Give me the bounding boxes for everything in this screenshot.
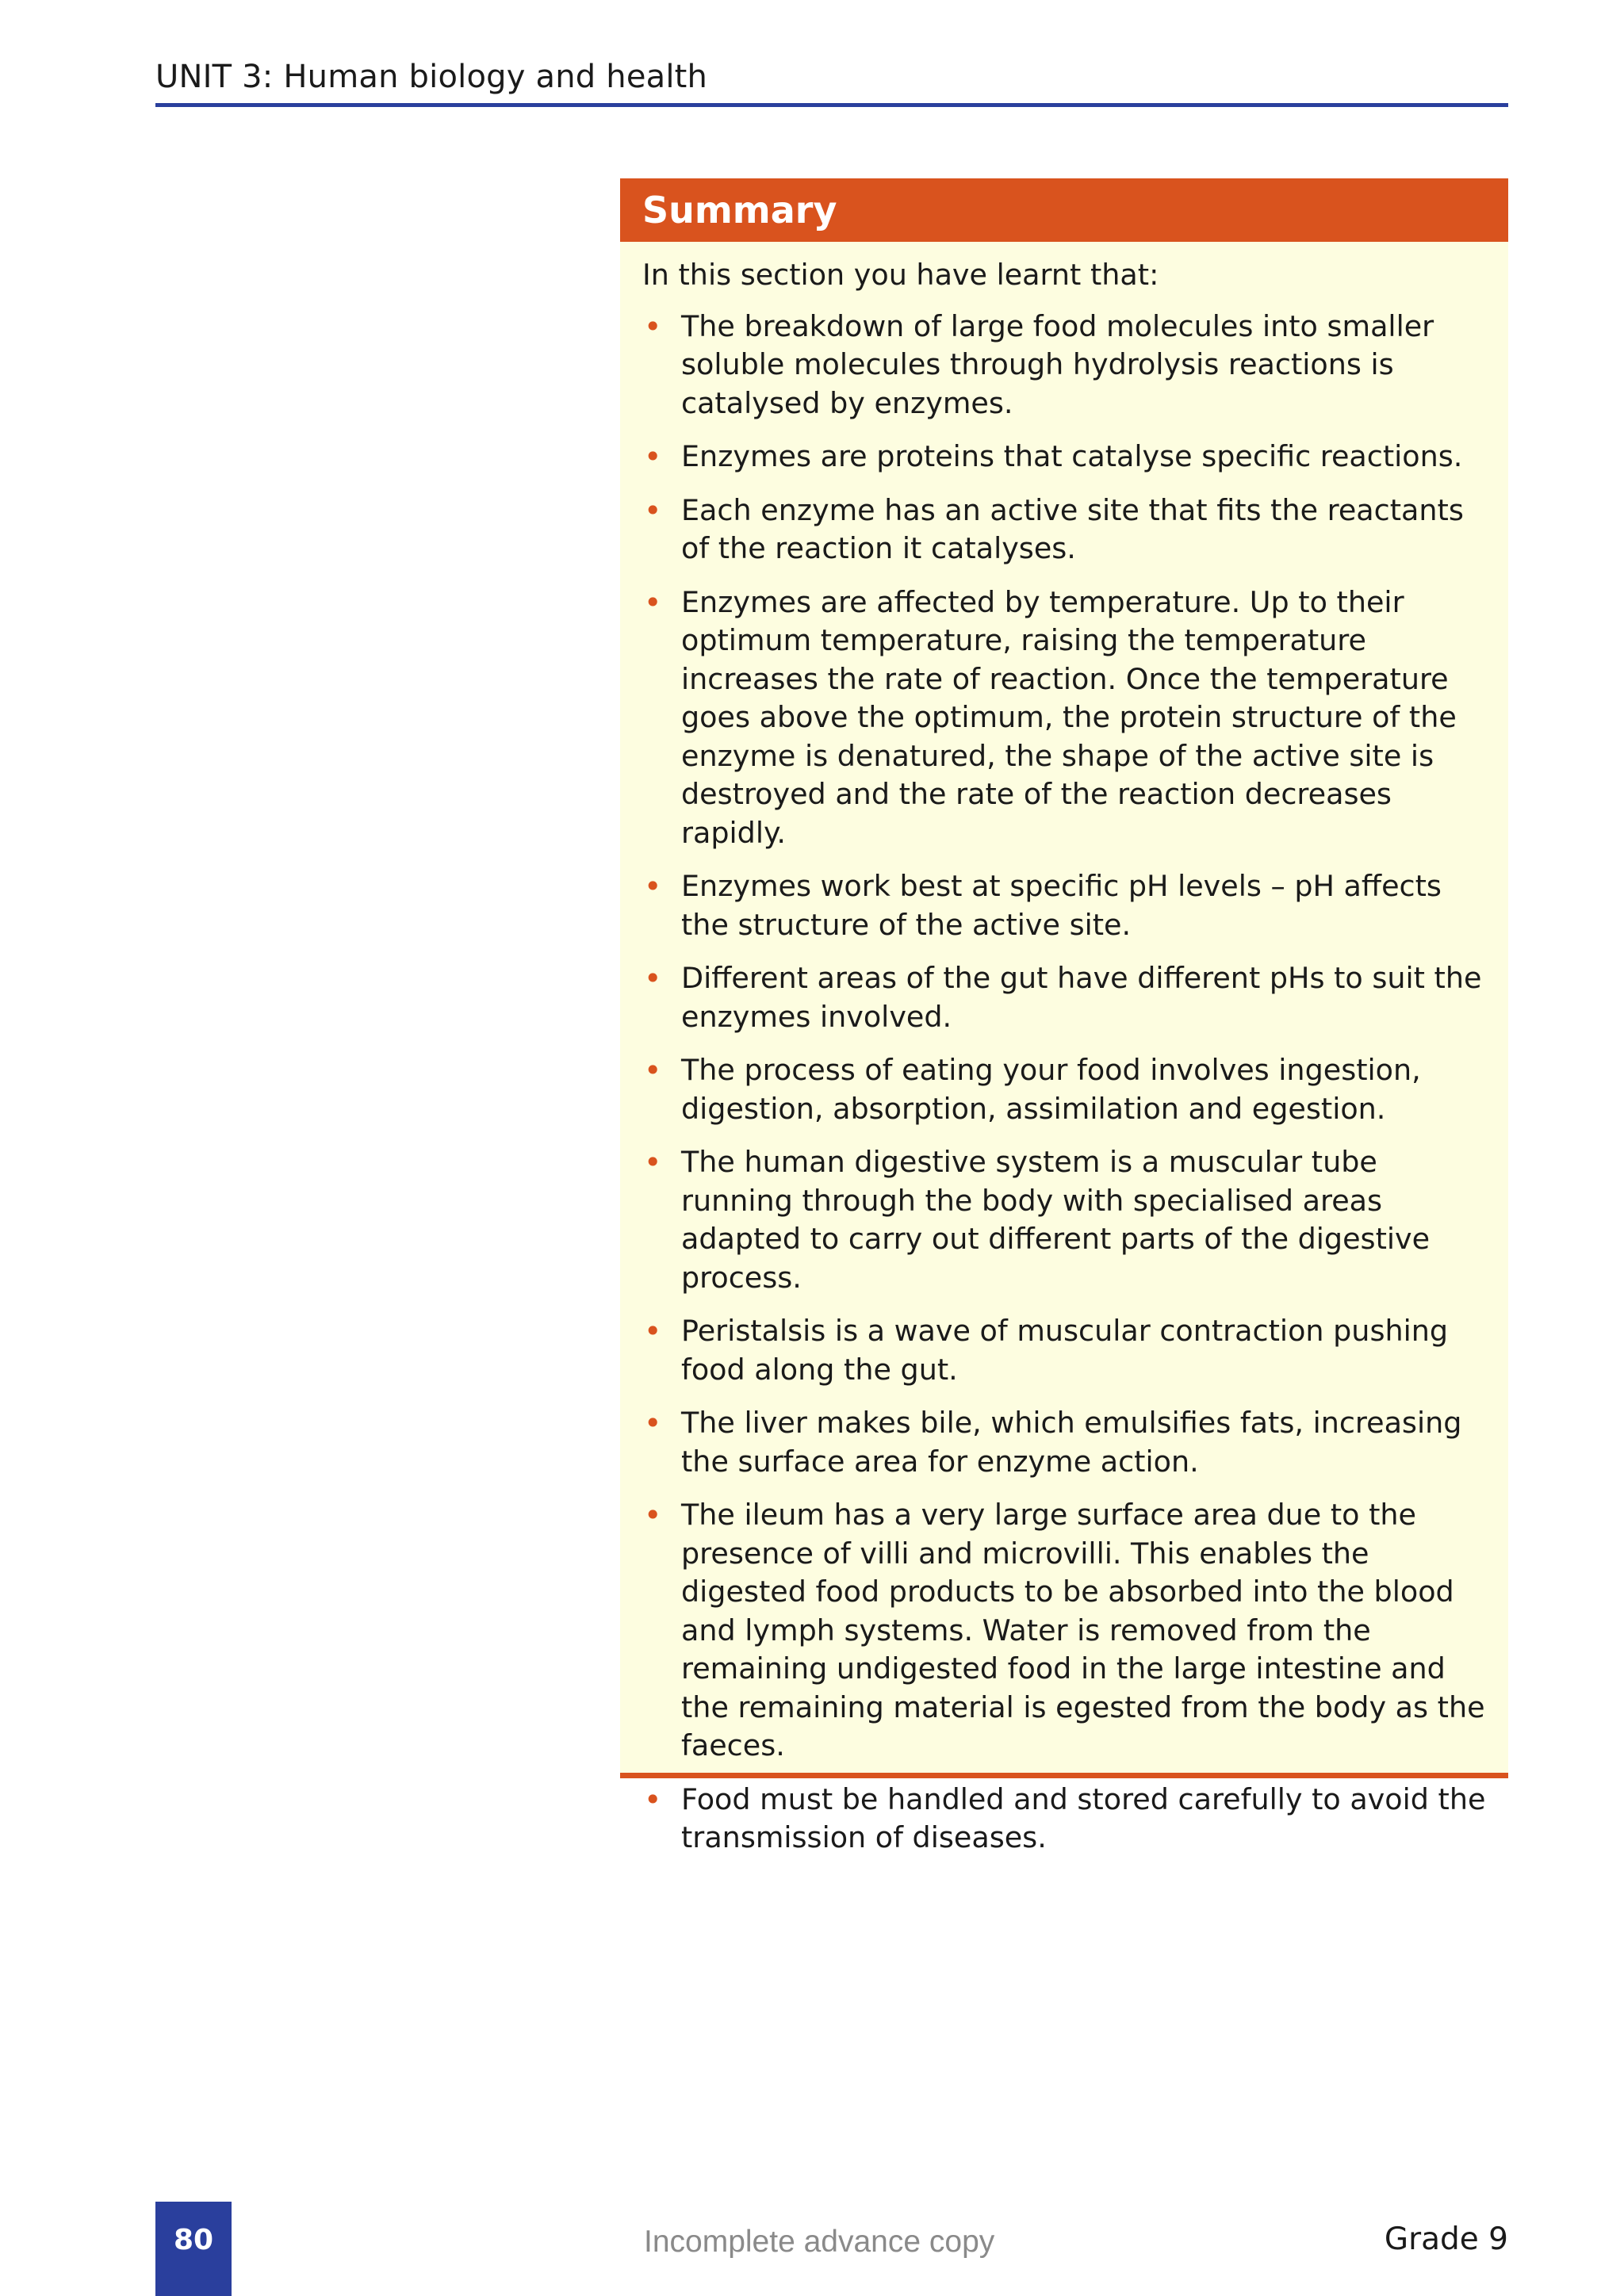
summary-point [642, 959, 1497, 1036]
summary-point-text: Enzymes are proteins that catalyse specific reactions. [681, 439, 1463, 473]
summary-point-text: The liver makes bile, which emulsifies fats, increasing the surface area for enzyme action. [681, 1406, 1462, 1479]
summary-point-text: Different areas of the gut have different pHs to suit the enzymes involved. [681, 961, 1482, 1034]
summary-point-text: Enzymes are affected by temperature. Up to their optimum temperature, raising the temperature increases the rate of reaction. Once the temperature goes above the optimum, the protein structure of the enzyme is denatured, the shape of the active site is destroyed and the rate of the reaction decreases rapidly. [681, 584, 1457, 850]
bullet-icon: • [644, 1498, 662, 1533]
grade-label: Grade 9 [1384, 2221, 1508, 2257]
bullet-icon: • [644, 1781, 662, 1817]
summary-point-text: Peristalsis is a wave of muscular contraction pushing food along the gut. [681, 1314, 1449, 1387]
bullet-icon: • [644, 1145, 662, 1180]
summary-point [642, 308, 1497, 423]
summary-point-text: Each enzyme has an active site that fits the reactants of the reaction it catalyses. [681, 492, 1464, 565]
summary-heading: Summary [620, 178, 1508, 242]
summary-point-text: Food must be handled and stored carefully to avoid the transmission of diseases. [681, 1781, 1486, 1854]
summary-point [642, 1496, 1497, 1766]
bullet-icon: • [644, 1053, 662, 1088]
summary-body [620, 242, 1508, 1858]
unit-title: UNIT 3: Human biology and health [155, 59, 708, 95]
summary-point-text: The breakdown of large food molecules into smaller soluble molecules through hydrolysis reactions is catalysed by enzymes. [681, 308, 1434, 420]
page-number-badge [155, 2202, 232, 2296]
summary-point-text: The ileum has a very large surface area due to the presence of villi and microvilli. This enables the digested food products to be absorbed into the blood and lymph systems. Water is removed from the remaining undigested food in the large intestine and the remaining material is egested from the body as the faeces. [681, 1498, 1485, 1762]
summary-point [642, 1781, 1497, 1858]
bullet-icon: • [644, 961, 662, 996]
summary-point [642, 1143, 1497, 1297]
summary-points-list [642, 308, 1497, 1858]
header-rule [155, 103, 1508, 107]
summary-point [642, 584, 1497, 853]
summary-point [642, 492, 1497, 568]
summary-point [642, 1051, 1497, 1128]
bullet-icon: • [644, 492, 662, 528]
bullet-icon: • [644, 308, 662, 344]
bullet-icon: • [644, 439, 662, 474]
summary-point [642, 438, 1497, 476]
summary-point [642, 867, 1497, 944]
summary-point [642, 1404, 1497, 1481]
bullet-icon: • [644, 584, 662, 620]
bullet-icon: • [644, 869, 662, 904]
page-number: 80 [173, 2224, 214, 2256]
summary-point-text: Enzymes work best at specific pH levels – pH affects the structure of the active site. [681, 869, 1442, 942]
summary-intro: In this section you have learnt that: [642, 258, 1159, 292]
summary-box [620, 178, 1508, 1854]
advance-copy-note: Incomplete advance copy [644, 2225, 995, 2259]
bullet-icon: • [644, 1406, 662, 1441]
summary-point-text: The human digestive system is a muscular tube running through the body with specialised areas adapted to carry out different parts of the digestive process. [681, 1145, 1431, 1295]
summary-point-text: The process of eating your food involves ingestion, digestion, absorption, assimilation and egestion. [681, 1053, 1421, 1126]
summary-point [642, 1312, 1497, 1389]
bullet-icon: • [644, 1314, 662, 1349]
